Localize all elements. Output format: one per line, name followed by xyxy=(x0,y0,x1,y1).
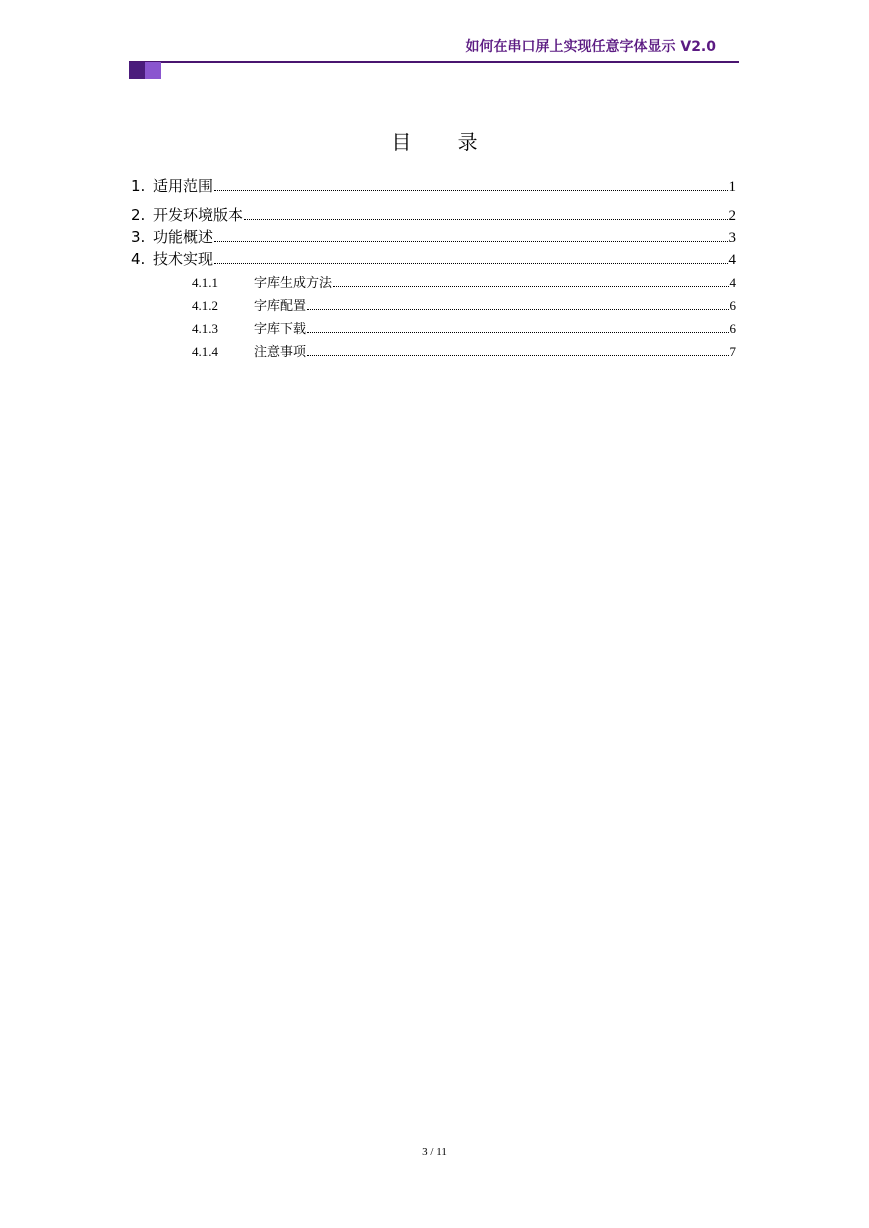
toc-entry-page: 4 xyxy=(728,252,736,268)
toc-subentry[interactable] xyxy=(192,318,736,337)
toc-entry-label: 技术实现 xyxy=(153,250,214,268)
toc-leader-dots xyxy=(333,286,728,287)
toc-leader-dots xyxy=(244,219,727,220)
toc-entry[interactable] xyxy=(131,204,736,225)
header-decoration-light xyxy=(145,62,161,79)
header-rule xyxy=(129,61,739,63)
toc-subentry[interactable] xyxy=(192,295,736,314)
toc-entry-number: 3. xyxy=(131,228,146,246)
toc-subentry[interactable] xyxy=(192,272,736,291)
toc-leader-dots xyxy=(214,190,727,191)
toc-entry-page: 3 xyxy=(728,230,736,246)
toc-subentry-page: 6 xyxy=(729,321,736,336)
toc-entry[interactable] xyxy=(131,248,736,269)
toc-title: 目 录 xyxy=(391,130,498,154)
toc-entry-label: 功能概述 xyxy=(153,228,214,246)
document-title: 如何在串口屏上实现任意字体显示 V2.0 xyxy=(465,39,716,55)
toc-entry-page: 2 xyxy=(728,208,736,224)
toc-subentry-label: 字库配置 xyxy=(254,299,307,314)
toc-leader-dots xyxy=(307,355,728,356)
toc-subentry-number: 4.1.1 xyxy=(192,275,218,290)
toc-entry-label: 开发环境版本 xyxy=(153,206,244,224)
toc-subentry-page: 7 xyxy=(729,344,736,359)
page-number: 3 / 11 xyxy=(422,1146,447,1158)
toc-subentry-label: 字库生成方法 xyxy=(254,276,333,291)
toc-subentry-number: 4.1.2 xyxy=(192,298,218,313)
toc-entry-label: 适用范围 xyxy=(153,177,214,195)
toc-subentry-number: 4.1.4 xyxy=(192,344,218,359)
toc-subentry-page: 6 xyxy=(729,298,736,313)
toc-entry-number: 1. xyxy=(131,177,146,195)
toc-entry[interactable] xyxy=(131,175,736,196)
toc-subentry-page: 4 xyxy=(729,275,736,290)
toc-leader-dots xyxy=(307,309,728,310)
toc-entry-number: 4. xyxy=(131,250,146,268)
toc-subentry[interactable] xyxy=(192,341,736,360)
toc-leader-dots xyxy=(214,263,727,264)
header-decoration-dark xyxy=(129,62,145,79)
toc-subentry-label: 注意事项 xyxy=(254,345,307,360)
toc-leader-dots xyxy=(307,332,728,333)
toc-leader-dots xyxy=(214,241,727,242)
toc-subentry-number: 4.1.3 xyxy=(192,321,218,336)
toc-entry[interactable] xyxy=(131,226,736,247)
toc-entry-page: 1 xyxy=(728,179,736,195)
toc-entry-number: 2. xyxy=(131,206,146,224)
toc-subentry-label: 字库下载 xyxy=(254,322,307,337)
